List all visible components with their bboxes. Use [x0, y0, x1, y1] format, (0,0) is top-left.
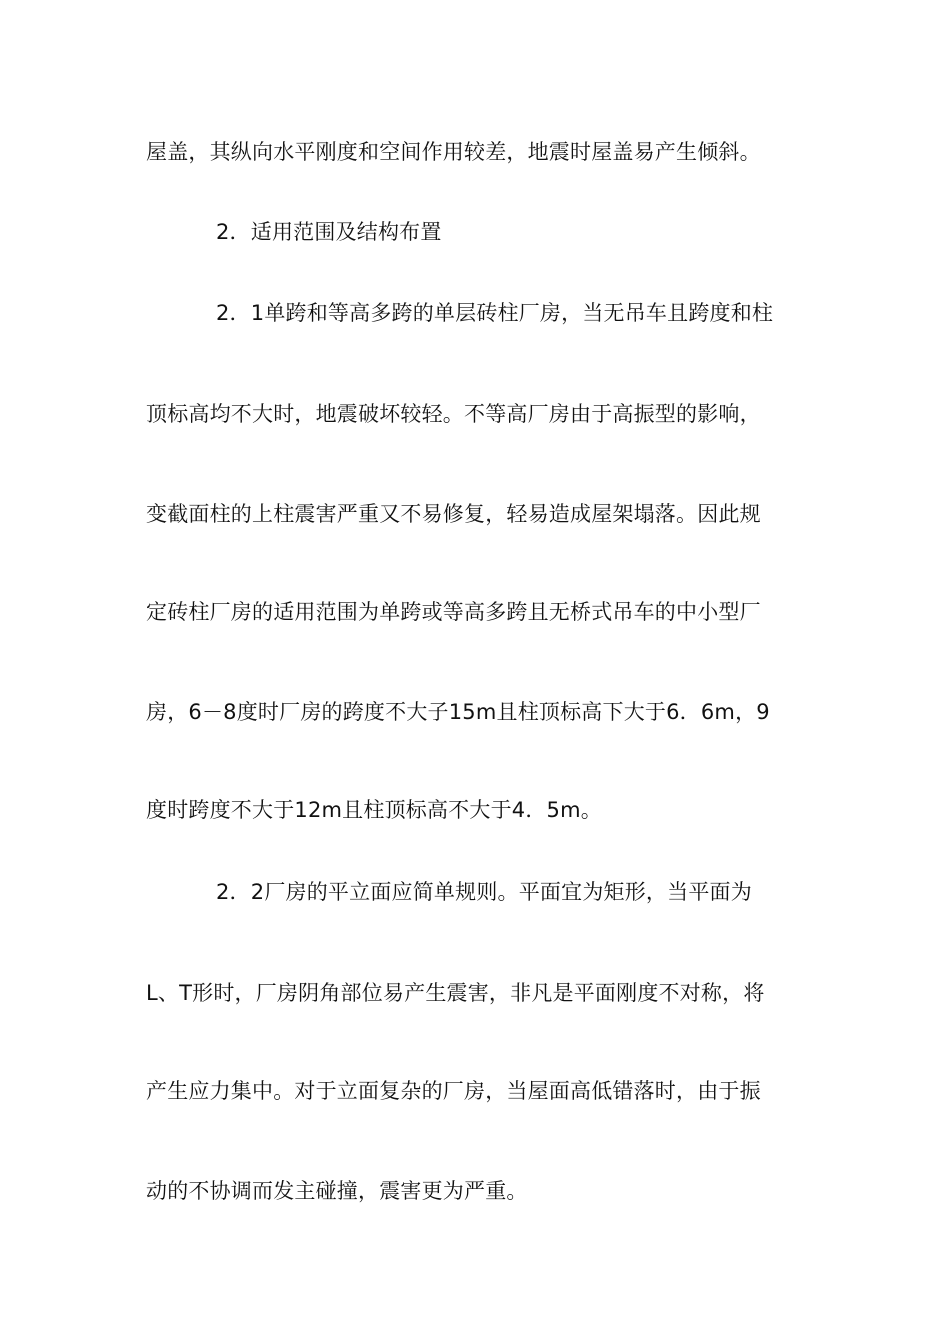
paragraph-line-6: 定砖柱厂房的适用范围为单跨或等高多跨且无桥式吊车的中小型厂 — [146, 600, 761, 624]
paragraph-line-12: 动的不协调而发主碰撞，震害更为严重。 — [146, 1179, 528, 1203]
paragraph-line-3: 2．1单跨和等高多跨的单层砖柱厂房，当无吊车且跨度和柱 — [216, 301, 774, 325]
paragraph-line-9: 2．2厂房的平立面应简单规则。平面宜为矩形，当平面为 — [216, 880, 752, 904]
paragraph-line-5: 变截面柱的上柱震害严重又不易修复，轻易造成屋架塌落。因此规 — [146, 502, 761, 526]
paragraph-line-10: L、T形时，厂房阴角部位易产生震害，非凡是平面刚度不对称，将 — [146, 981, 765, 1005]
paragraph-line-1: 屋盖，其纵向水平刚度和空间作用较差，地震时屋盖易产生倾斜。 — [146, 140, 761, 164]
paragraph-line-8: 度时跨度不大于12m且柱顶标高不大于4．5m。 — [146, 798, 602, 822]
paragraph-line-11: 产生应力集中。对于立面复杂的厂房，当屋面高低错落时，由于振 — [146, 1079, 761, 1103]
paragraph-line-7: 房，6－8度时厂房的跨度不大子15m且柱顶标高下大于6．6m，9 — [146, 700, 770, 724]
paragraph-line-4: 顶标高均不大时，地震破坏较轻。不等高厂房由于高振型的影响， — [146, 402, 761, 426]
section-heading: 2．适用范围及结构布置 — [216, 220, 442, 244]
